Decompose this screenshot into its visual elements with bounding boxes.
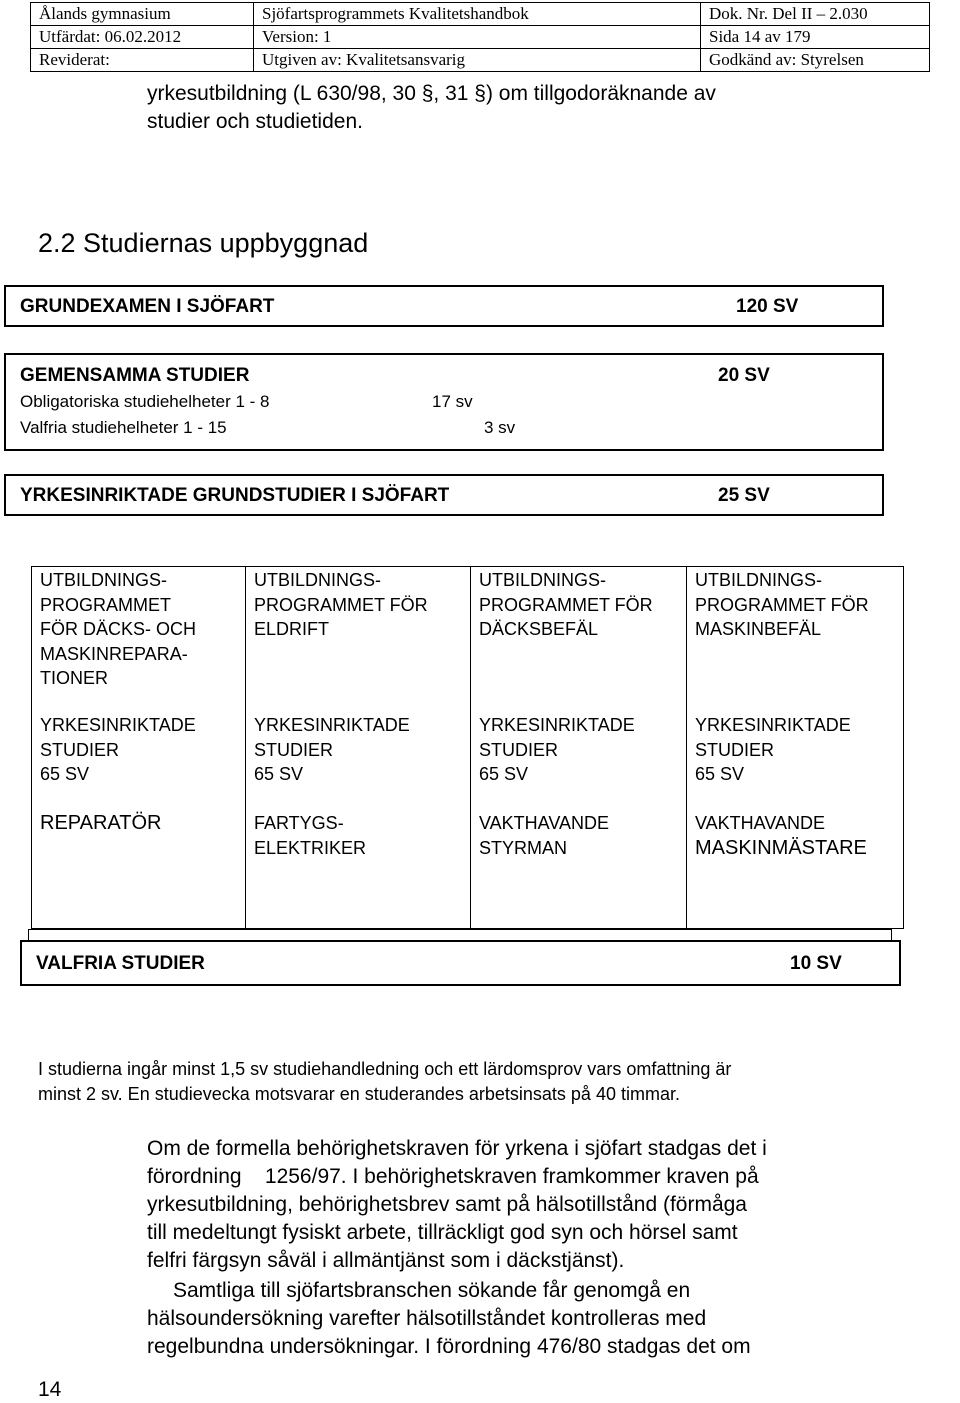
profession-line: MASKINMÄSTARE	[695, 836, 867, 859]
profession-line: ELEKTRIKER	[254, 837, 367, 858]
program-profession	[479, 811, 609, 860]
program-title-line: PROGRAMMET FÖR	[695, 594, 869, 615]
intro-line: yrkesutbildning (L 630/98, 30 §, 31 §) om tillgodoräknande av	[147, 82, 716, 105]
page-count: Sida 14 av 179	[701, 26, 930, 49]
grundexamen-value: 120 SV	[736, 296, 799, 317]
paragraph-line: yrkesutbildning, behörighetsbrev samt på hälsotillstånd (förmåga	[147, 1193, 747, 1216]
column-divider	[470, 567, 471, 928]
yrkesinriktade-grundstudier-box	[4, 474, 884, 516]
valfria-value: 10 SV	[790, 953, 842, 974]
version: Version: 1	[254, 26, 701, 49]
obligatory-value: 17 sv	[432, 392, 473, 411]
grundexamen-label: GRUNDEXAMEN I SJÖFART	[20, 296, 275, 317]
handbook-title: Sjöfartsprogrammets Kvalitetshandbok	[254, 3, 701, 26]
studies-line: 65 SV	[254, 764, 304, 784]
paragraph-line: hälsoundersökning varefter hälsotillståndet kontrolleras med	[147, 1307, 707, 1330]
yrkesinriktade-grundstudier-label: YRKESINRIKTADE GRUNDSTUDIER I SJÖFART	[20, 485, 450, 506]
program-title-line: TIONER	[40, 668, 109, 688]
studies-line: YRKESINRIKTADE	[40, 715, 196, 735]
studies-line: STUDIER	[479, 739, 559, 760]
yrkesinriktade-grundstudier-value: 25 SV	[718, 485, 770, 506]
optional-value: 3 sv	[484, 418, 516, 437]
program-title-line: PROGRAMMET FÖR	[479, 594, 653, 615]
studies-line: YRKESINRIKTADE	[695, 715, 851, 735]
program-title	[254, 568, 428, 642]
studies-line: 65 SV	[695, 764, 745, 784]
profession-line: VAKTHAVANDE	[695, 813, 826, 833]
studies-line: YRKESINRIKTADE	[479, 715, 635, 735]
program-studies	[40, 713, 196, 787]
column-divider	[245, 567, 246, 928]
gemensamma-box	[4, 353, 884, 451]
studies-line: 65 SV	[40, 764, 90, 784]
program-title-line: DÄCKSBEFÄL	[479, 619, 599, 639]
header-row	[31, 3, 930, 26]
paragraph-line: felfri färgsyn såväl i allmäntjänst som i däckstjänst).	[147, 1249, 625, 1272]
program-table	[31, 566, 904, 929]
obligatory-label: Obligatoriska studiehelheter 1 - 8	[20, 392, 270, 411]
header-row	[31, 49, 930, 72]
program-title-line: UTBILDNINGS-	[479, 570, 607, 590]
paragraph-line: Om de formella behörighetskraven för yrkena i sjöfart stadgas det i	[147, 1137, 767, 1160]
optional-label: Valfria studiehelheter 1 - 15	[20, 418, 227, 437]
profession-line: FARTYGS-	[254, 813, 344, 833]
intro-line: studier och studietiden.	[147, 110, 363, 133]
program-profession	[40, 811, 162, 836]
program-studies	[479, 713, 635, 787]
section-heading: 2.2 Studiernas uppbyggnad	[38, 228, 369, 258]
issued-date: Utfärdat: 06.02.2012	[31, 26, 254, 49]
program-profession	[254, 811, 366, 860]
intro-text	[147, 80, 887, 136]
column-divider	[686, 567, 687, 928]
paragraph-requirements	[147, 1135, 882, 1275]
program-title-line: UTBILDNINGS-	[40, 570, 168, 590]
program-title-line: FÖR DÄCKS- OCH	[40, 619, 197, 639]
program-title-line: MASKINREPARA-	[40, 643, 188, 664]
studies-line: STUDIER	[40, 739, 120, 760]
note-text	[38, 1057, 918, 1107]
program-title-line: UTBILDNINGS-	[254, 570, 382, 590]
program-studies	[695, 713, 851, 787]
valfria-box	[20, 940, 901, 986]
studies-line: STUDIER	[695, 739, 775, 760]
program-title-line: UTBILDNINGS-	[695, 570, 823, 590]
note-line: I studierna ingår minst 1,5 sv studiehandledning och ett lärdomsprov vars omfattning är	[38, 1059, 732, 1079]
paragraph-line: till medeltungt fysiskt arbete, tillräckligt god syn och hörsel samt	[147, 1221, 738, 1244]
valfria-label: VALFRIA STUDIER	[36, 953, 205, 974]
paragraph-health-check	[147, 1277, 882, 1361]
studies-line: STUDIER	[254, 739, 334, 760]
school-name: Ålands gymnasium	[31, 3, 254, 26]
studies-line: YRKESINRIKTADE	[254, 715, 410, 735]
gemensamma-label: GEMENSAMMA STUDIER	[20, 365, 250, 386]
note-line: minst 2 sv. En studievecka motsvarar en studerandes arbetsinsats på 40 timmar.	[38, 1084, 680, 1104]
paragraph-line: Samtliga till sjöfartsbranschen sökande får genomgå en	[173, 1279, 691, 1302]
program-title-line: MASKINBEFÄL	[695, 619, 822, 639]
document-header	[30, 2, 930, 72]
program-title-line: ELDRIFT	[254, 619, 330, 639]
gemensamma-value: 20 SV	[718, 365, 770, 386]
program-title-line: PROGRAMMET	[40, 594, 172, 615]
profession-line: STYRMAN	[479, 837, 568, 858]
program-title-line: PROGRAMMET FÖR	[254, 594, 428, 615]
paragraph-line: regelbundna undersökningar. I förordning 476/80 stadgas det om	[147, 1335, 751, 1358]
program-profession	[695, 811, 867, 860]
published-by: Utgiven av: Kvalitetsansvarig	[254, 49, 701, 72]
program-title	[695, 568, 869, 642]
header-row	[31, 26, 930, 49]
paragraph-line: förordning 1256/97. I behörighetskraven framkommer kraven på	[147, 1165, 759, 1188]
document-number: Dok. Nr. Del II – 2.030	[701, 3, 930, 26]
profession-line: REPARATÖR	[40, 812, 162, 834]
page-number: 14	[38, 1378, 62, 1401]
grundexamen-box	[4, 285, 884, 327]
approved-by: Godkänd av: Styrelsen	[701, 49, 930, 72]
profession-line: VAKTHAVANDE	[479, 813, 610, 833]
revised: Reviderat:	[31, 49, 254, 72]
studies-line: 65 SV	[479, 764, 529, 784]
program-studies	[254, 713, 410, 787]
program-title	[479, 568, 653, 642]
program-title	[40, 568, 196, 691]
